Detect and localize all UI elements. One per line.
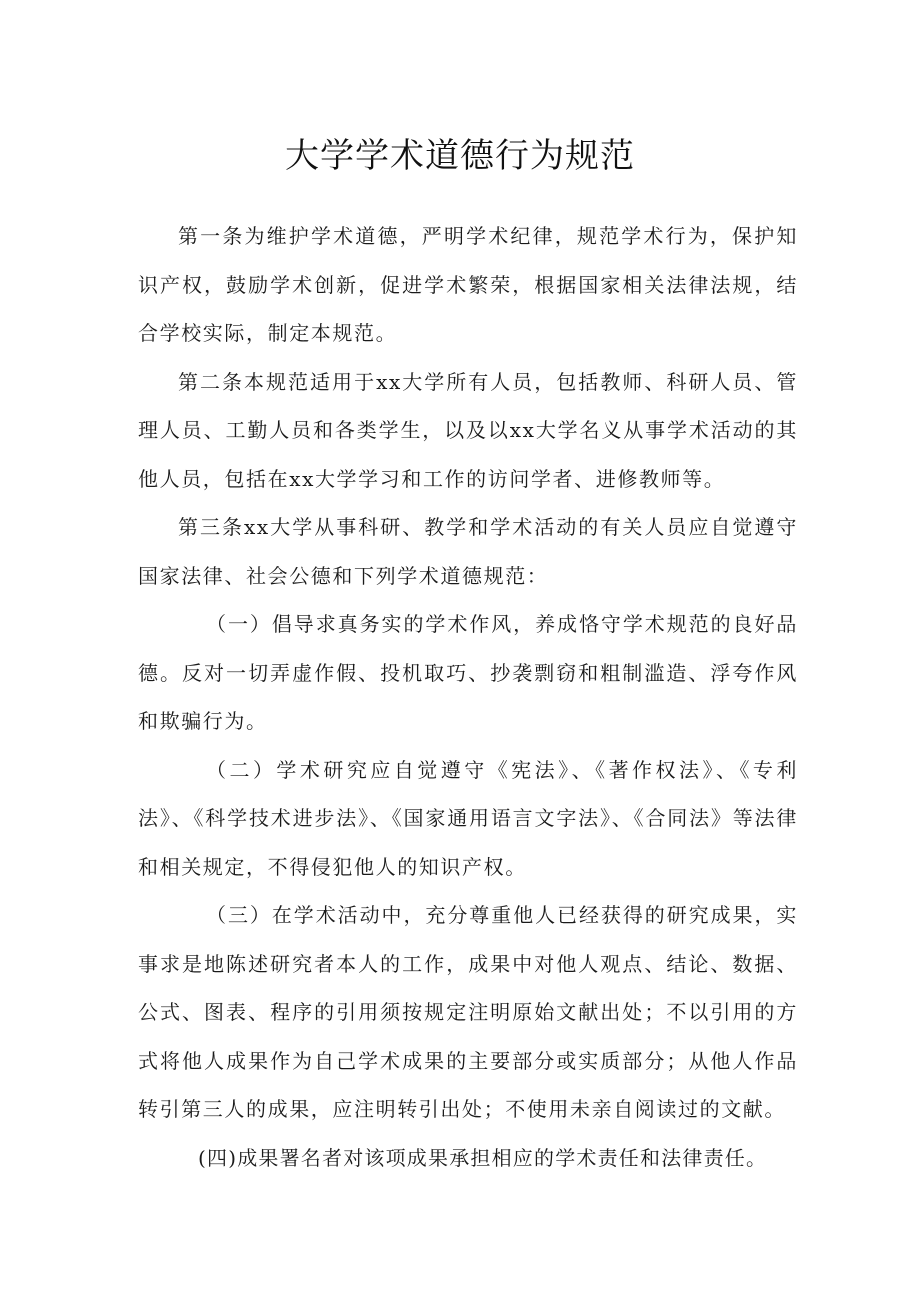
clause-4-paragraph: (四)成果署名者对该项成果承担相应的学术责任和法律责任。 — [198, 1145, 768, 1170]
clause-3-paragraph: （三）在学术活动中，充分尊重他人已经获得的研究成果，实事求是地陈述研究者本人的工作，成果中对他人观点、结论、数据、公式、图表、程序的引用须按规定注明原始文献出处；不以引用的方式将他人成果作为自己学术成果的主要部分或实质部分；从他人作品转引第三人的成果，应注明转引出处；不使用未亲自阅读过的文献。 — [138, 903, 798, 1121]
clause-2-paragraph: （二）学术研究应自觉遵守《宪法》、《著作权法》、《专利法》、《科学技术进步法》、《国家通用语言文字法》、《合同法》等法律和相关规定，不得侵犯他人的知识产权。 — [138, 757, 798, 879]
clause-1-paragraph: （一）倡导求真务实的学术作风，养成恪守学术规范的良好品德。反对一切弄虚作假、投机取巧、抄袭剽窃和粗制滥造、浮夸作风和欺骗行为。 — [138, 612, 798, 733]
document-body — [138, 212, 798, 1182]
article-2-paragraph: 第二条本规范适用于xx大学所有人员，包括教师、科研人员、管理人员、工勤人员和各类学生，以及以xx大学名义从事学术活动的其他人员，包括在xx大学学习和工作的访问学者、进修教师等。 — [138, 369, 798, 491]
article-1-paragraph: 第一条为维护学术道德，严明学术纪律，规范学术行为，保护知识产权，鼓励学术创新，促进学术繁荣，根据国家相关法律法规，结合学校实际，制定本规范。 — [138, 224, 798, 345]
document-title: 大学学术道德行为规范 — [285, 136, 635, 176]
article-3-paragraph: 第三条xx大学从事科研、教学和学术活动的有关人员应自觉遵守国家法律、社会公德和下列学术道德规范： — [138, 515, 798, 588]
